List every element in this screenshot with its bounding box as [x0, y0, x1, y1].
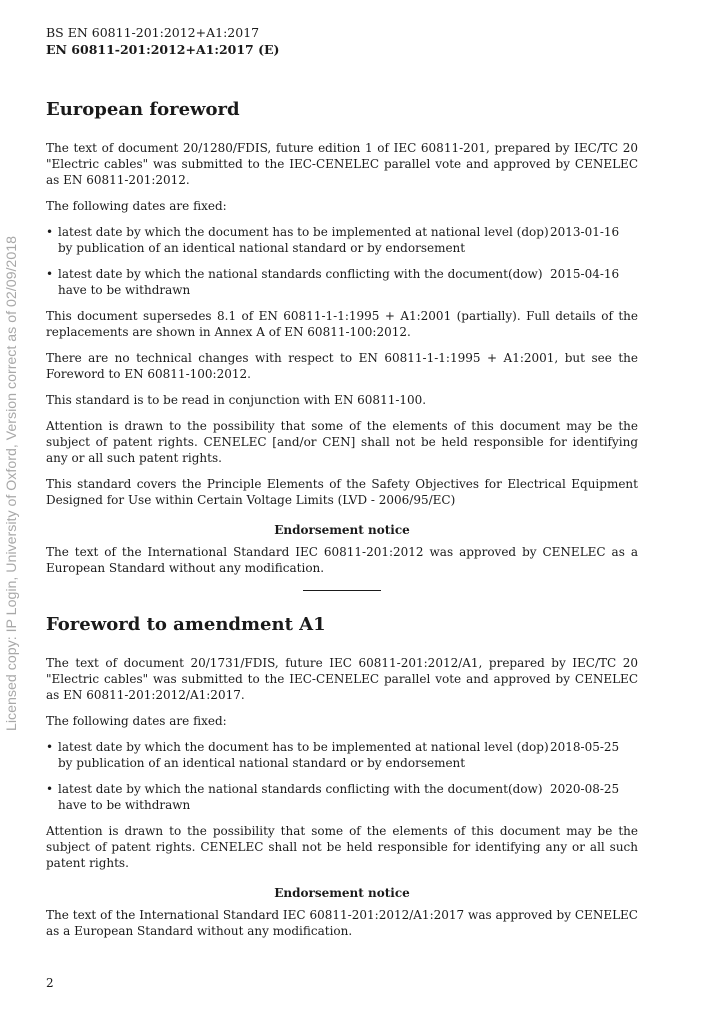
ef-bullet-dop-line1: latest date by which the document has to be implemented at national level (dop): [58, 225, 549, 239]
ef-dates-fixed: The following dates are fixed:: [46, 199, 227, 213]
bullet-icon: •: [46, 740, 54, 754]
ef-supersedes-paragraph: This document supersedes 8.1 of EN 60811-1-1:1995 + A1:2001 (partially). Full details of the replacements are shown in Annex A of EN 60811-100:2012.: [46, 309, 638, 339]
af-bullet-dow: [46, 781, 638, 813]
ef-attention-paragraph: Attention is drawn to the possibility that some of the elements of this document may be the subject of patent rights. CENELEC [and/or CEN] shall not be held responsible for identifying any or all such patent rights.: [46, 419, 638, 465]
af-dow-date: 2020-08-25: [550, 782, 620, 796]
european-foreword-section: [46, 98, 638, 576]
bullet-icon: •: [46, 267, 54, 281]
af-bullet-dop-line2: by publication of an identical national standard or by endorsement: [58, 756, 466, 770]
af-bullet-dop: [46, 739, 638, 771]
european-foreword-title: European foreword: [46, 99, 240, 120]
amendment-foreword-title: Foreword to amendment A1: [46, 614, 326, 635]
ef-bullet-dow: [46, 266, 638, 298]
ef-bullet-dop-line2: by publication of an identical national standard or by endorsement: [58, 241, 466, 255]
ef-intro-paragraph: The text of document 20/1280/FDIS, future edition 1 of IEC 60811-201, prepared by IEC/TC 20 "Electric cables" was submitted to the IEC-CENELEC parallel vote and approved by CENELEC as EN 60811-201:2012.: [46, 141, 638, 187]
ef-no-changes-paragraph: There are no technical changes with respect to EN 60811-1-1:1995 + A1:2001, but see the Foreword to EN 60811-100:2012.: [46, 351, 638, 381]
ef-dop-date: 2013-01-16: [550, 225, 620, 239]
ef-bullet-dop: [46, 224, 638, 256]
ef-bullet-dow-line2: have to be withdrawn: [58, 283, 191, 297]
page-number: 2: [46, 976, 54, 990]
header-line-2: EN 60811-201:2012+A1:2017 (E): [46, 42, 280, 57]
license-watermark: [4, 236, 20, 731]
page-header: [46, 24, 279, 58]
bullet-icon: •: [46, 782, 54, 796]
af-attention-paragraph: Attention is drawn to the possibility that some of the elements of this document may be the subject of patent rights. CENELEC shall not be held responsible for identifying any or all such patent rights.: [46, 824, 638, 870]
section-divider: [303, 590, 381, 591]
af-bullet-dow-line2: have to be withdrawn: [58, 798, 191, 812]
af-bullet-dow-line1: latest date by which the national standards conflicting with the document(dow): [58, 782, 543, 796]
af-intro-paragraph: The text of document 20/1731/FDIS, future IEC 60811-201:2012/A1, prepared by IEC/TC 20 "Electric cables" was submitted to the IEC-CENELEC parallel vote and approved by CENELEC as EN 60811-201:2012/A1:2017.: [46, 656, 638, 702]
ef-endorsement-text: The text of the International Standard IEC 60811-201:2012 was approved by CENELEC as a European Standard without any modification.: [46, 545, 638, 575]
ef-bullet-dow-line1: latest date by which the national standards conflicting with the document(dow): [58, 267, 543, 281]
amendment-foreword-section: [46, 613, 638, 939]
bullet-icon: •: [46, 225, 54, 239]
af-endorsement-title: Endorsement notice: [274, 886, 410, 900]
ef-conjunction-paragraph: This standard is to be read in conjunction with EN 60811-100.: [46, 393, 427, 407]
ef-covers-paragraph: This standard covers the Principle Elements of the Safety Objectives for Electrical Equipment Designed for Use within Certain Voltage Limits (LVD - 2006/95/EC): [46, 477, 638, 507]
af-dates-fixed: The following dates are fixed:: [46, 714, 227, 728]
license-watermark-text: Licensed copy: IP Login, University of Oxford, Version correct as of 02/09/2018: [4, 236, 20, 731]
ef-endorsement-title: Endorsement notice: [274, 523, 410, 537]
af-dop-date: 2018-05-25: [550, 740, 620, 754]
header-line-1: BS EN 60811-201:2012+A1:2017: [46, 25, 260, 40]
ef-dow-date: 2015-04-16: [550, 267, 620, 281]
af-endorsement-text: The text of the International Standard IEC 60811-201:2012/A1:2017 was approved by CENELEC as a European Standard without any modification.: [46, 908, 638, 938]
af-bullet-dop-line1: latest date by which the document has to be implemented at national level (dop): [58, 740, 549, 754]
document-body: [46, 98, 638, 949]
